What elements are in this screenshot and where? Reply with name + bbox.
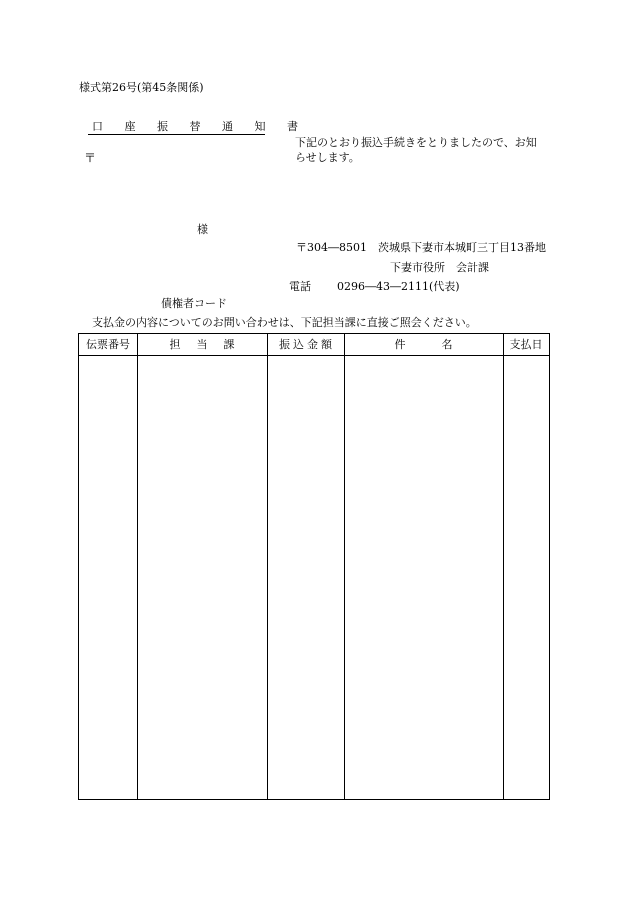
- office-name: 下妻市役所 会計課: [390, 261, 489, 274]
- form-number: 様式第26号(第45条関係): [79, 81, 204, 94]
- office-postal-address: 〒304―8501 茨城県下妻市本城町三丁目13番地: [296, 241, 546, 254]
- transfer-table: [78, 333, 550, 800]
- creditor-code-label: 債権者コード: [161, 297, 227, 310]
- column-divider-3: [344, 334, 345, 799]
- document-title: 口 座 振 替 通 知 書: [92, 120, 307, 133]
- header-department: 担当課: [169, 338, 251, 351]
- recipient-honorific: 様: [197, 223, 208, 236]
- table-header-divider: [79, 355, 549, 356]
- column-divider-1: [137, 334, 138, 799]
- notice-text-line2: らせします。: [295, 151, 360, 164]
- notice-text-line1: 下記のとおり振込手続きをとりましたので、お知: [295, 136, 537, 149]
- header-slip-number: 伝票番号: [86, 338, 130, 351]
- phone-label: 電話: [289, 280, 311, 293]
- title-underline: [88, 134, 265, 135]
- header-transfer-amount: 振込金額: [279, 338, 335, 351]
- header-payment-date: 支払日: [509, 338, 543, 351]
- header-subject: 件名: [394, 338, 489, 351]
- column-divider-4: [503, 334, 504, 799]
- contact-note: 支払金の内容についてのお問い合わせは、下記担当課に直接ご照会ください。: [92, 316, 477, 329]
- phone-number: 0296―43―2111(代表): [337, 280, 460, 293]
- postal-mark: 〒: [84, 151, 97, 165]
- column-divider-2: [267, 334, 268, 799]
